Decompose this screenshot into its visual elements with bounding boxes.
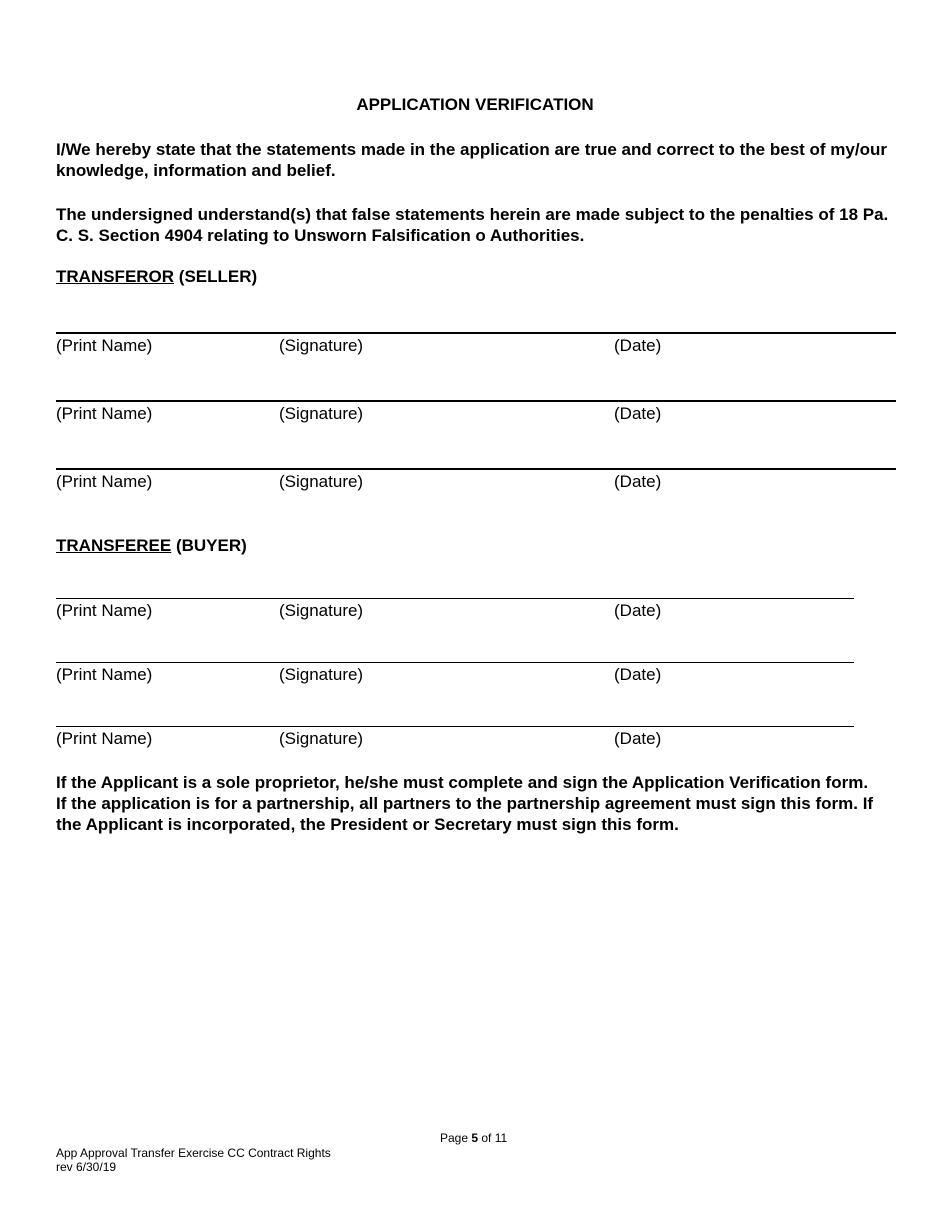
- transferee-sub: (BUYER): [171, 536, 247, 555]
- signature-label: (Signature): [279, 404, 364, 423]
- date-label: (Date): [614, 472, 662, 491]
- page-total: of 11: [478, 1131, 508, 1145]
- print-name-label: (Print Name): [56, 601, 153, 620]
- verification-statement: I/We hereby state that the statements made in the application are true and correct to the best of my/our knowledge, information and belief.: [56, 140, 887, 180]
- transferee-heading: [56, 536, 247, 556]
- footer-form-name: App Approval Transfer Exercise CC Contract Rights: [56, 1146, 331, 1160]
- print-name-label: (Print Name): [56, 472, 153, 491]
- transferor-signature-line-1[interactable]: [56, 332, 896, 334]
- transferor-heading: [56, 267, 257, 287]
- transferor-signature-line-3[interactable]: [56, 468, 896, 470]
- print-name-label: (Print Name): [56, 665, 153, 684]
- signature-label: (Signature): [279, 601, 364, 620]
- transferor-label: TRANSFEROR: [56, 267, 175, 286]
- print-name-label: (Print Name): [56, 404, 153, 423]
- signature-label: (Signature): [279, 472, 364, 491]
- page-number: [440, 1131, 507, 1145]
- penalty-statement: The undersigned understand(s) that false statements herein are made subject to the penalties of 18 Pa. C. S. Section 4904 relating to Unsworn Falsification o Authorities.: [56, 205, 889, 245]
- transferor-signature-line-2[interactable]: [56, 400, 896, 402]
- footer-revision: rev 6/30/19: [56, 1160, 117, 1174]
- print-name-label: (Print Name): [56, 729, 153, 748]
- transferee-signature-line-3[interactable]: [56, 726, 854, 727]
- transferee-signature-line-2[interactable]: [56, 662, 854, 663]
- signature-label: (Signature): [279, 336, 364, 355]
- date-label: (Date): [614, 665, 662, 684]
- date-label: (Date): [614, 404, 662, 423]
- date-label: (Date): [614, 601, 662, 620]
- date-label: (Date): [614, 336, 662, 355]
- transferor-sub: (SELLER): [174, 267, 258, 286]
- print-name-label: (Print Name): [56, 336, 153, 355]
- signing-instructions: If the Applicant is a sole proprietor, he/she must complete and sign the Application Verification form. If the application is for a partnership, all partners to the partnership agreement must sign this form. If the Applicant is incorporated, the President or Secretary must sign this form.: [56, 773, 874, 834]
- page-prefix: Page: [440, 1131, 472, 1145]
- page-current: 5: [471, 1131, 479, 1145]
- date-label: (Date): [614, 729, 662, 748]
- transferee-signature-line-1[interactable]: [56, 598, 854, 599]
- transferee-label: TRANSFEREE: [56, 536, 172, 555]
- signature-label: (Signature): [279, 665, 364, 684]
- signature-label: (Signature): [279, 729, 364, 748]
- page-title: APPLICATION VERIFICATION: [356, 95, 594, 114]
